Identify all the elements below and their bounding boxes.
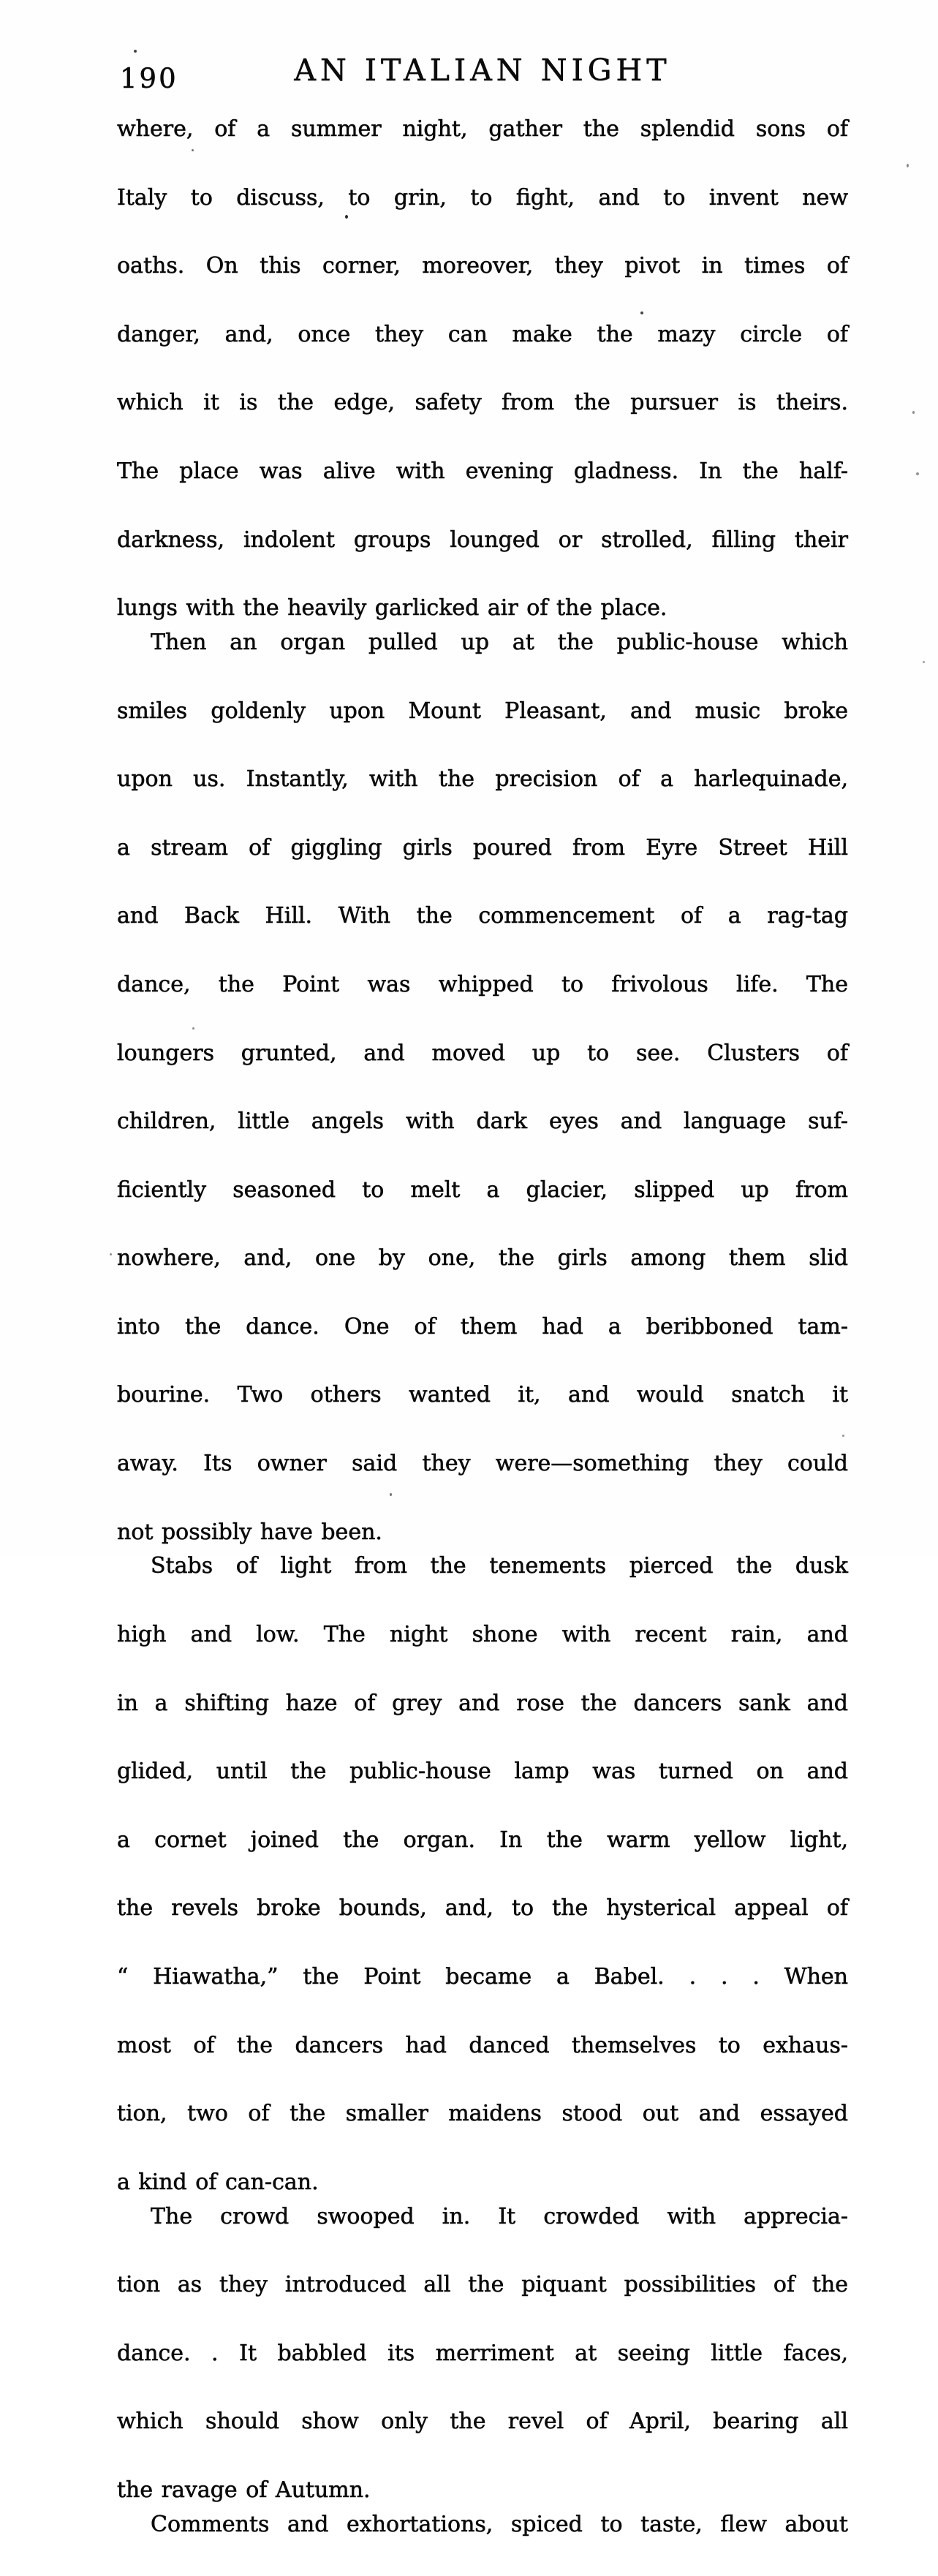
text-line: dance. . It babbled its merriment at seeing little faces, [117, 2340, 848, 2366]
scan-speck [907, 164, 909, 167]
scan-speck [916, 472, 919, 475]
text-line: dance, the Point was whipped to frivolous life. The [117, 971, 848, 997]
text-line: in a shifting haze of grey and rose the dancers sank and [117, 1690, 848, 1716]
text-line: which it is the edge, safety from the pursuer is theirs. [117, 390, 848, 416]
scan-speck [134, 50, 137, 53]
text-line: nowhere, and, one by one, the girls among them slid [117, 1245, 848, 1272]
text-line: children, little angels with dark eyes and language suf- [117, 1108, 848, 1135]
text-line: darkness, indolent groups lounged or strolled, filling their [117, 526, 848, 553]
paragraph [117, 1549, 848, 2199]
text-line: The place was alive with evening gladness. In the half- [117, 458, 848, 484]
running-title: AN ITALIAN NIGHT [294, 53, 671, 88]
text-line: The crowd swooped in. It crowded with apprecia- [151, 2203, 848, 2229]
text-line: danger, and, once they can make the mazy circle of [117, 321, 848, 347]
text-line: Stabs of light from the tenements pierced the dusk [151, 1553, 848, 1579]
text-line: lungs with the heavily garlicked air of the place. [117, 595, 667, 622]
text-line: oaths. On this corner, moreover, they pivot in times of [117, 253, 848, 279]
scan-speck [912, 411, 915, 414]
page-body [117, 113, 848, 2576]
text-line: high and low. The night shone with recent rain, and [117, 1622, 848, 1648]
page-number: 190 [120, 63, 178, 94]
text-line: loungers grunted, and moved up to see. Clusters of [117, 1040, 848, 1066]
text-line: the ravage of Autumn. [117, 2477, 371, 2503]
scan-speck [345, 215, 348, 219]
text-line: not possibly have been. [117, 1519, 382, 1545]
text-line: the revels broke bounds, and, to the hysterical appeal of [117, 1895, 848, 1922]
text-line: “ Hiawatha,” the Point became a Babel. . . . When [117, 1964, 848, 1990]
text-line: away. Its owner said they were—something they could [117, 1451, 848, 1477]
text-line: tion, two of the smaller maidens stood out and essayed [117, 2101, 848, 2127]
text-line: most of the dancers had danced themselves to exhaus- [117, 2032, 848, 2058]
text-line: Then an organ pulled up at the public-house which [151, 629, 848, 655]
scan-speck [390, 1493, 392, 1496]
text-line: glided, until the public-house lamp was turned on and [117, 1759, 848, 1785]
scan-speck [640, 311, 643, 314]
scan-speck [192, 1027, 194, 1030]
text-line: a stream of giggling girls poured from Eyre Street Hill [117, 834, 848, 861]
text-line: tion as they introduced all the piquant possibilities of the [117, 2272, 848, 2298]
text-line: where, of a summer night, gather the splendid sons of [117, 116, 848, 142]
paragraph [117, 626, 848, 1550]
text-line: upon us. Instantly, with the precision of a harlequinade, [117, 766, 848, 793]
text-line: into the dance. One of them had a beribboned tam- [117, 1313, 848, 1340]
scan-speck [110, 1253, 112, 1255]
text-line: Comments and exhortations, spiced to taste, flew about [151, 2511, 848, 2537]
page-header [117, 53, 848, 102]
text-line: ficiently seasoned to melt a glacier, slipped up from [117, 1176, 848, 1203]
scan-speck [192, 149, 194, 151]
text-line: bourine. Two others wanted it, and would snatch it [117, 1382, 848, 1408]
scan-speck [842, 1435, 844, 1437]
scan-speck [923, 661, 925, 663]
text-line: and Back Hill. With the commencement of a rag-tag [117, 903, 848, 929]
text-line: Italy to discuss, to grin, to fight, and to invent new [117, 184, 848, 211]
paragraph [117, 2508, 848, 2576]
paragraph [117, 2200, 848, 2508]
text-line: smiles goldenly upon Mount Pleasant, and music broke [117, 698, 848, 724]
text-line: a cornet joined the organ. In the warm yellow light, [117, 1827, 848, 1853]
text-line: a kind of can-can. [117, 2169, 319, 2195]
paragraph [117, 113, 848, 626]
text-line: which should show only the revel of April, bearing all [117, 2409, 848, 2435]
